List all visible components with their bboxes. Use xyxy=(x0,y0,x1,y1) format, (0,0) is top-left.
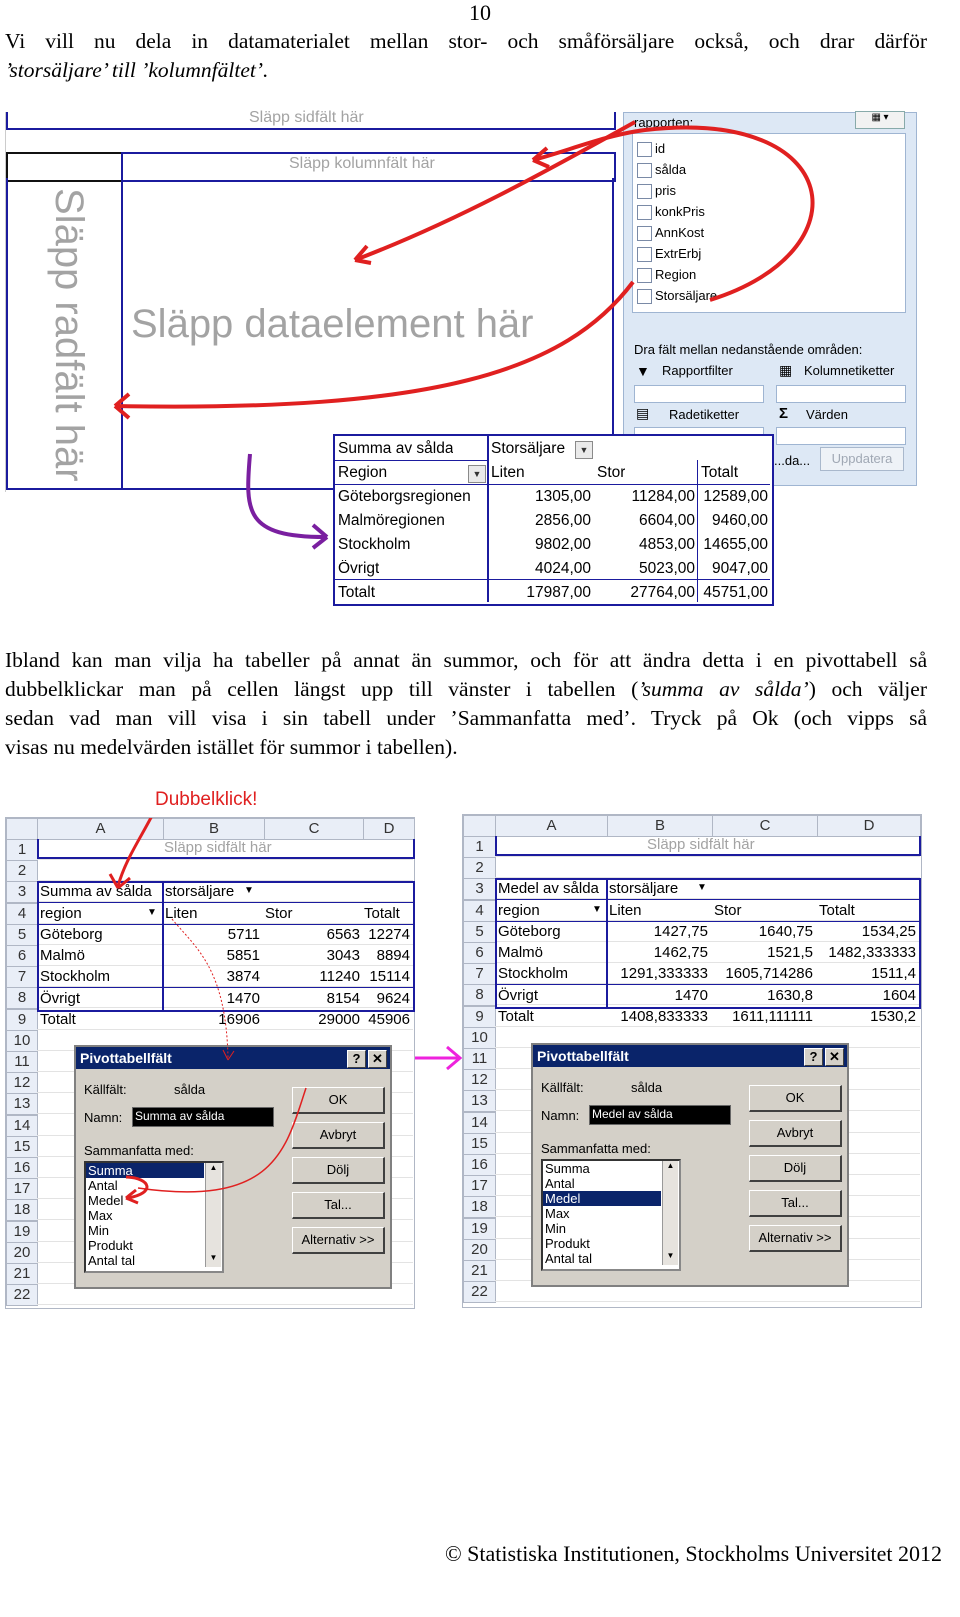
pivot-cell: 5023,00 xyxy=(638,560,695,577)
data-drop-label: Släpp dataelement här xyxy=(131,302,534,346)
column-header[interactable]: C xyxy=(264,818,364,840)
col-header-small: Liten xyxy=(491,464,525,481)
pivot-cell: 6604,00 xyxy=(638,512,695,529)
field-item[interactable]: ExtrErbj xyxy=(655,246,702,261)
row-header[interactable]: 16 xyxy=(463,1154,496,1176)
pivot-cell: 1291,333333 xyxy=(620,965,708,983)
pivot-cell: 3874 xyxy=(226,968,260,986)
field-item[interactable]: Storsäljare xyxy=(655,288,718,303)
row-header[interactable]: 21 xyxy=(6,1263,38,1285)
pivot-cell: 1470 xyxy=(226,989,260,1007)
field-item[interactable]: sålda xyxy=(655,162,687,177)
pivot-cell: 1604 xyxy=(882,986,916,1004)
option-item[interactable]: Produkt xyxy=(88,1238,133,1253)
scroll-up-icon[interactable]: ▲ xyxy=(666,1161,675,1170)
row-header[interactable]: 8 xyxy=(463,984,496,1006)
dialog-title: Pivottabellfält xyxy=(533,1045,847,1067)
row-header[interactable]: 2 xyxy=(463,857,496,879)
row-field-button[interactable]: region xyxy=(40,905,82,922)
defer-update-label: ...da... xyxy=(774,453,811,468)
intro-line-1: Vi vill nu dela in datamaterialet mellan stor- och småförsäljare också, och drar därför xyxy=(5,29,927,53)
row-header[interactable]: 15 xyxy=(463,1133,496,1155)
pivot-cell: 1640,75 xyxy=(758,923,813,940)
row-header[interactable]: 6 xyxy=(463,942,496,964)
pivot-layout-screenshot xyxy=(5,109,945,612)
row-header[interactable]: 9 xyxy=(463,1006,496,1028)
pivot-cell: 1427,75 xyxy=(653,923,708,940)
pivot-row-label: Övrigt xyxy=(40,989,81,1007)
summarize-label: Sammanfatta med: xyxy=(84,1143,194,1158)
row-header[interactable]: 19 xyxy=(6,1221,38,1243)
row-header[interactable]: 6 xyxy=(6,945,38,967)
pivot-total-label: Totalt xyxy=(338,584,376,601)
scroll-down-icon[interactable]: ▼ xyxy=(666,1251,675,1260)
option-item[interactable]: Produkt xyxy=(545,1236,590,1251)
row-header[interactable]: 18 xyxy=(463,1196,496,1218)
pivot-cell: 1462,75 xyxy=(653,944,708,962)
name-input[interactable]: Summa av sålda xyxy=(132,1107,274,1127)
pivot-cell: 12589,00 xyxy=(703,488,768,505)
row-header[interactable]: 20 xyxy=(6,1242,38,1264)
row-header[interactable]: 14 xyxy=(6,1115,38,1137)
sigma-icon: Σ xyxy=(779,405,789,422)
scroll-down-icon[interactable]: ▼ xyxy=(209,1253,218,1262)
pivot-total-cell: 27764,00 xyxy=(630,584,695,601)
pivot-total-label: Totalt xyxy=(498,1007,534,1025)
help-button[interactable]: ? xyxy=(347,1050,366,1068)
row-field-button[interactable]: Region xyxy=(338,464,388,481)
source-field-value: sålda xyxy=(631,1080,663,1095)
pivot-cell: 1305,00 xyxy=(534,488,591,505)
column-field-button[interactable]: Storsäljare xyxy=(491,440,566,457)
column-header[interactable]: B xyxy=(163,818,265,840)
option-item[interactable]: Medel xyxy=(545,1191,581,1206)
pivot-row-label: Stockholm xyxy=(40,968,111,986)
pivot-row-label: Göteborgsregionen xyxy=(338,488,471,505)
pivot-cell: 1482,333333 xyxy=(828,944,916,962)
column-header[interactable]: C xyxy=(712,815,818,837)
body-line-3: sedan vad man vill visa i sin tabell under ’Sammanfatta med’. Tryck på Ok (och vipps så xyxy=(5,706,928,730)
number-format-button[interactable]: Tal... xyxy=(749,1190,842,1217)
pivot-row-label: Malmö xyxy=(498,944,544,962)
dropdown-arrow-icon[interactable]: ▼ xyxy=(592,904,602,915)
pivot-col-header: Liten xyxy=(609,902,642,919)
page-field-drop-label: Släpp sidfält här xyxy=(647,836,755,853)
row-header[interactable]: 13 xyxy=(463,1090,496,1112)
intro-paragraph xyxy=(5,27,927,85)
pivot-cell: 9460,00 xyxy=(711,512,768,529)
pivot-cell: 1630,8 xyxy=(767,986,813,1004)
pivot-cell: 11284,00 xyxy=(631,488,695,505)
row-header[interactable]: 11 xyxy=(6,1051,38,1073)
pivot-corner-cell[interactable]: Medel av sålda xyxy=(498,880,599,897)
listbox-scrollbar[interactable] xyxy=(662,1161,678,1265)
name-input[interactable]: Medel av sålda xyxy=(589,1105,731,1125)
row-header[interactable]: 13 xyxy=(6,1093,38,1115)
option-item[interactable]: Antal tal xyxy=(545,1251,592,1266)
column-field-button[interactable]: storsäljare xyxy=(165,883,235,900)
pivot-cell: 1511,4 xyxy=(871,965,916,983)
row-header[interactable]: 17 xyxy=(463,1175,496,1197)
pivot-cell: 9047,00 xyxy=(711,560,768,577)
pivot-cell: 3043 xyxy=(326,947,360,965)
pivot-row-label: Göteborg xyxy=(498,923,561,940)
row-header[interactable]: 14 xyxy=(463,1112,496,1134)
field-list-header: rapporten: xyxy=(634,115,694,130)
page-field-drop-label: Släpp sidfält här xyxy=(164,839,272,856)
row-header[interactable]: 22 xyxy=(6,1284,38,1306)
source-field-value: sålda xyxy=(174,1082,206,1097)
close-icon[interactable]: ✕ xyxy=(368,1050,387,1068)
row-header[interactable]: 4 xyxy=(463,900,496,922)
pivot-cell: 2856,00 xyxy=(534,512,591,529)
area-row-labels-label: Radetiketter xyxy=(669,407,740,422)
pivot-total-label: Totalt xyxy=(40,1010,76,1028)
pivot-cell: 5711 xyxy=(227,926,260,943)
options-button[interactable]: Alternativ >> xyxy=(749,1225,842,1252)
row-header[interactable]: 1 xyxy=(463,836,496,858)
option-item[interactable]: Max xyxy=(88,1208,113,1223)
column-header[interactable]: A xyxy=(37,818,164,840)
row-header[interactable]: 16 xyxy=(6,1157,38,1179)
pivot-row-label: Malmöregionen xyxy=(338,512,445,529)
double-click-annotation: Dubbelklick! xyxy=(155,789,258,810)
column-header[interactable]: A xyxy=(495,815,608,837)
row-header[interactable]: 7 xyxy=(6,966,38,988)
pivot-cell: 15114 xyxy=(369,968,410,986)
row-header[interactable]: 9 xyxy=(6,1009,38,1031)
field-item[interactable]: konkPris xyxy=(655,204,705,219)
pivot-row-label: Övrigt xyxy=(338,560,380,577)
hide-button[interactable]: Dölj xyxy=(749,1155,842,1182)
areas-caption: Dra fält mellan nedanstående områden: xyxy=(634,342,863,357)
row-header[interactable]: 15 xyxy=(6,1136,38,1158)
option-item[interactable]: Medel xyxy=(88,1193,124,1208)
row-header[interactable]: 4 xyxy=(6,903,38,925)
pivot-cell: 9624 xyxy=(376,989,410,1007)
col-header-large: Stor xyxy=(597,464,626,481)
row-header[interactable]: 22 xyxy=(463,1281,496,1303)
option-item[interactable]: Min xyxy=(545,1221,566,1236)
row-header[interactable]: 5 xyxy=(463,921,496,943)
field-item[interactable]: AnnKost xyxy=(655,225,705,240)
column-header[interactable]: D xyxy=(817,815,921,837)
ok-button[interactable]: OK xyxy=(749,1085,842,1112)
option-item[interactable]: Antal tal xyxy=(88,1253,135,1268)
field-item[interactable]: Region xyxy=(655,267,697,282)
pivot-cell: 6563 xyxy=(326,926,360,943)
magenta-arrow-icon xyxy=(413,1043,463,1073)
source-field-label: Källfält: xyxy=(541,1080,584,1095)
ok-button[interactable]: OK xyxy=(292,1087,385,1114)
row-header[interactable]: 12 xyxy=(6,1072,38,1094)
field-item[interactable]: id xyxy=(655,141,666,156)
options-button[interactable]: Alternativ >> xyxy=(292,1227,385,1254)
source-field-label: Källfält: xyxy=(84,1082,127,1097)
row-header[interactable]: 1 xyxy=(6,839,38,861)
pivot-total-cell: 17987,00 xyxy=(526,584,591,601)
row-field-drop-label: Släpp radfält här xyxy=(47,188,91,482)
pivot-row-label: Övrigt xyxy=(498,986,539,1004)
option-item[interactable]: Antal xyxy=(88,1178,118,1193)
pivot-cell: 4853,00 xyxy=(638,536,695,553)
row-header[interactable]: 7 xyxy=(463,963,496,985)
summarize-listbox xyxy=(541,1159,681,1271)
pivot-row-label: Stockholm xyxy=(338,536,411,553)
pivot-row-label: Stockholm xyxy=(498,965,569,983)
dialog-annotation-arrows xyxy=(6,818,414,1308)
pivot-cell: 1521,5 xyxy=(767,944,813,962)
pivot-cell: 5851 xyxy=(226,947,260,965)
hide-button[interactable]: Dölj xyxy=(292,1157,385,1184)
help-button[interactable]: ? xyxy=(804,1048,823,1066)
body-line-1: Ibland kan man vilja ha tabeller på annat än summor, och för att ändra detta i en pivottabell så xyxy=(5,648,928,672)
row-header[interactable]: 3 xyxy=(463,878,496,900)
summarize-label: Sammanfatta med: xyxy=(541,1141,651,1156)
dropdown-arrow-icon[interactable]: ▼ xyxy=(697,882,707,893)
close-icon[interactable]: ✕ xyxy=(825,1048,844,1066)
rows-icon: ▤ xyxy=(636,405,650,421)
column-header[interactable]: D xyxy=(363,818,415,840)
row-header[interactable]: 3 xyxy=(6,881,38,903)
cancel-button[interactable]: Avbryt xyxy=(749,1120,842,1147)
row-header[interactable]: 21 xyxy=(463,1260,496,1282)
option-item[interactable]: Summa xyxy=(545,1161,590,1176)
row-header[interactable]: 2 xyxy=(6,860,38,882)
row-header[interactable]: 10 xyxy=(463,1027,496,1049)
row-header[interactable]: 8 xyxy=(6,987,38,1009)
left-worksheet xyxy=(5,817,415,1309)
column-filter-dropdown-icon[interactable]: ▼ xyxy=(575,441,593,459)
pivot-total-cell: 1530,2 xyxy=(870,1007,916,1025)
pivot-cell: 14655,00 xyxy=(703,536,768,553)
pivot-total-cell: 1408,833333 xyxy=(620,1007,708,1025)
columns-icon: ▦ xyxy=(779,362,793,378)
option-item[interactable]: Summa xyxy=(88,1163,133,1178)
annotation-arrows xyxy=(5,112,945,612)
col-header-total: Totalt xyxy=(701,464,739,481)
right-worksheet xyxy=(462,814,922,1308)
pivot-cell: 4024,00 xyxy=(534,560,591,577)
option-item[interactable]: Max xyxy=(545,1206,570,1221)
pivot-corner-cell[interactable]: Summa av sålda xyxy=(338,440,454,457)
body-paragraph xyxy=(5,646,927,762)
option-item[interactable]: Antal xyxy=(545,1176,575,1191)
scroll-up-icon[interactable]: ▲ xyxy=(209,1163,218,1172)
row-header[interactable]: 5 xyxy=(6,924,38,946)
pivot-total-cell: 1611,111111 xyxy=(732,1007,813,1025)
pivot-total-cell: 16906 xyxy=(218,1010,260,1028)
pivot-cell: 1470 xyxy=(674,986,708,1004)
cancel-button[interactable]: Avbryt xyxy=(292,1122,385,1149)
row-header[interactable]: 18 xyxy=(6,1199,38,1221)
body-line-2: dubbelklickar man på cellen längst upp till vänster i tabellen (’summa av sålda’) och väljer xyxy=(5,677,927,701)
pivot-cell: 1605,714286 xyxy=(725,965,813,983)
pivot-field-dialog xyxy=(531,1043,849,1287)
dialog-title: Pivottabellfält xyxy=(76,1047,390,1069)
row-field-button[interactable]: region xyxy=(498,902,540,919)
update-button[interactable]: Uppdatera xyxy=(820,447,904,471)
area-report-filter-label: Rapportfilter xyxy=(662,363,733,378)
dropdown-arrow-icon[interactable]: ▼ xyxy=(147,907,157,918)
pivot-total-cell: 45906 xyxy=(368,1010,410,1028)
pivot-cell: 1534,25 xyxy=(861,923,916,940)
pivot-col-header: Totalt xyxy=(819,902,855,919)
pivot-cell: 8154 xyxy=(326,989,360,1007)
dropdown-arrow-icon[interactable]: ▼ xyxy=(244,885,254,896)
pivot-col-header: Stor xyxy=(265,905,293,922)
row-header[interactable]: 11 xyxy=(463,1048,496,1070)
field-item[interactable]: pris xyxy=(655,183,676,198)
area-values-label: Värden xyxy=(806,407,848,422)
pivot-total-cell: 45751,00 xyxy=(703,584,768,601)
select-all-corner[interactable] xyxy=(463,815,496,837)
pivot-col-header: Stor xyxy=(714,902,742,919)
column-field-drop-label: Släpp kolumnfält här xyxy=(289,155,435,172)
row-header[interactable]: 17 xyxy=(6,1178,38,1200)
layout-menu-button[interactable]: ▦ ▾ xyxy=(855,111,905,129)
option-item[interactable]: Min xyxy=(88,1223,109,1238)
row-header[interactable]: 20 xyxy=(463,1239,496,1261)
page-number: 10 xyxy=(469,0,491,25)
pivot-cell: 9802,00 xyxy=(534,536,591,553)
row-header[interactable]: 10 xyxy=(6,1030,38,1052)
pivot-cell: 11240 xyxy=(319,968,360,986)
red-arrow-to-row-field xyxy=(115,282,633,407)
area-column-labels-label: Kolumnetiketter xyxy=(804,363,895,378)
intro-line-2: ’storsäljare’ till ’kolumnfältet’. xyxy=(5,58,269,82)
name-label: Namn: xyxy=(84,1110,123,1125)
body-line-4: visas nu medelvärden istället för summor i tabellen). xyxy=(5,735,458,759)
row-filter-dropdown-icon[interactable]: ▼ xyxy=(468,465,486,483)
pivot-col-header: Liten xyxy=(165,905,198,922)
column-field-button[interactable]: storsäljare xyxy=(609,880,679,897)
pivot-cell: 12274 xyxy=(368,926,410,943)
copyright-footer: © Statistiska Institutionen, Stockholms Universitet 2012 xyxy=(444,1541,942,1566)
row-header[interactable]: 12 xyxy=(463,1069,496,1091)
pivot-col-header: Totalt xyxy=(364,905,400,922)
red-arrow-to-corner xyxy=(118,818,156,886)
name-label: Namn: xyxy=(541,1108,580,1123)
filter-icon: ▼ xyxy=(636,363,650,379)
pivot-cell: 8894 xyxy=(376,947,410,965)
pivot-total-cell: 29000 xyxy=(318,1010,360,1028)
column-header[interactable]: B xyxy=(607,815,713,837)
row-header[interactable]: 19 xyxy=(463,1218,496,1240)
number-format-button[interactable]: Tal... xyxy=(292,1192,385,1219)
pivot-row-label: Göteborg xyxy=(40,926,103,943)
pivot-corner-cell[interactable]: Summa av sålda xyxy=(40,883,152,900)
page-field-drop-label: Släpp sidfält här xyxy=(249,109,364,126)
pivot-row-label: Malmö xyxy=(40,947,86,965)
